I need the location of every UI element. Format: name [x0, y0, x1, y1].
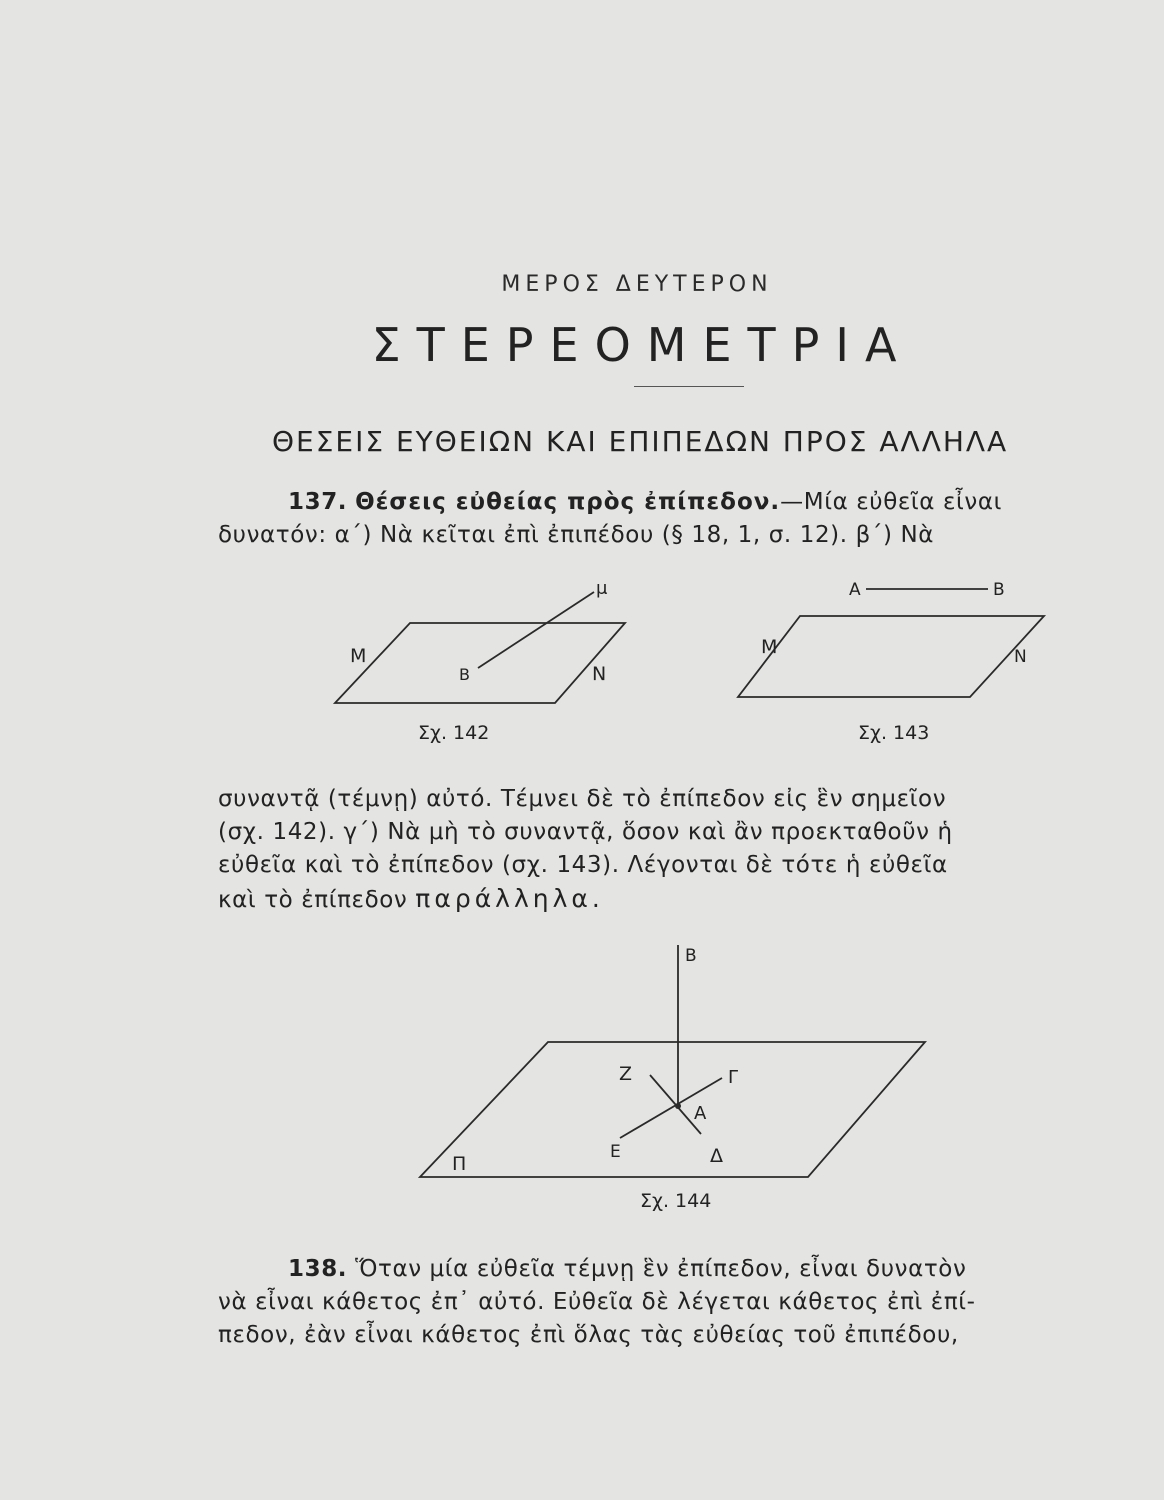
fig144-label-P: Π [452, 1153, 467, 1175]
section-137-line-3: συναντᾷ (τέμνῃ) αὐτό. Τέμνει δὲ τὸ ἐπίπεδον εἰς ἓν σημεῖον [218, 786, 947, 812]
fig144-caption: Σχ. 144 [640, 1190, 712, 1212]
fig143-plane [738, 616, 1044, 697]
fig144-label-A: Α [694, 1103, 707, 1124]
fig142-label-N: Ν [592, 663, 607, 685]
section-138-line-1-rest: Ὅταν μία εὐθεῖα τέμνῃ ἓν ἐπίπεδον, εἶναι δυνατὸν [355, 1256, 967, 1282]
fig143-label-M: Μ [761, 636, 778, 658]
fig144-label-B: Β [685, 946, 697, 966]
fig144-line-EG [620, 1078, 722, 1138]
section-138-line-1 [218, 1253, 1164, 1286]
fig144-plane [420, 1042, 925, 1177]
section-137-line-2: δυνατόν: α΄) Νὰ κεῖται ἐπὶ ἐπιπέδου (§ 18, 1, σ. 12). β΄) Νὰ [218, 522, 935, 548]
fig142-label-B: Β [459, 665, 470, 684]
figure-144 [0, 935, 1164, 1225]
fig144-point-A [675, 1103, 681, 1109]
part-title: ΜΕΡΟΣ ΔΕΥΤΕΡΟΝ [501, 272, 773, 297]
section-137-line-1-rest: —Μία εὐθεῖα εἶναι [780, 489, 1002, 515]
section-138 [218, 1253, 1164, 1352]
section-number: 137. [288, 489, 348, 515]
main-title: ΣΤΕΡΕΟΜΕΤΡΙΑ [371, 318, 913, 372]
title-divider [634, 386, 744, 387]
section-138-line-3: πεδον, ἐὰν εἶναι κάθετος ἐπὶ ὅλας τὰς εὐθείας τοῦ ἐπιπέδου, [218, 1322, 959, 1348]
fig144-label-D: Δ [710, 1145, 723, 1167]
fig143-label-N: Ν [1014, 647, 1027, 667]
term-parallel: παράλληλα. [415, 884, 604, 913]
section-137-line-6-start: καὶ τὸ ἐπίπεδον [218, 887, 416, 913]
fig142-line [478, 592, 594, 668]
fig144-label-G: Γ [728, 1067, 739, 1088]
fig142-caption: Σχ. 142 [418, 722, 490, 744]
section-137-line-4: (σχ. 142). γ΄) Νὰ μὴ τὸ συναντᾷ, ὅσον καὶ ἂν προεκταθοῦν ἡ [218, 819, 953, 845]
figures-142-143 [0, 570, 1164, 760]
chapter-title: ΘΕΣΕΙΣ ΕΥΘΕΙΩΝ ΚΑΙ ΕΠΙΠΕΔΩΝ ΠΡΟΣ ΑΛΛΗΛΑ [272, 425, 1009, 458]
fig143-caption: Σχ. 143 [858, 722, 930, 744]
section-137-intro [218, 486, 1164, 552]
fig142-label-m: μ [596, 578, 608, 599]
section-138-line-2: νὰ εἶναι κάθετος ἐπ᾽ αὐτό. Εὐθεῖα δὲ λέγεται κάθετος ἐπὶ ἐπί- [218, 1289, 976, 1315]
fig142-plane [335, 623, 625, 703]
fig144-label-E: Ε [610, 1142, 621, 1162]
fig143-label-A: Α [849, 580, 861, 600]
fig143-label-B: Β [993, 580, 1005, 600]
section-137-body [218, 783, 1164, 917]
section-heading: Θέσεις εὐθείας πρὸς ἐπίπεδον. [355, 489, 781, 515]
section-138-number: 138. [288, 1256, 348, 1282]
section-137-line-5: εὐθεῖα καὶ τὸ ἐπίπεδον (σχ. 143). Λέγονται δὲ τότε ἡ εὐθεῖα [218, 852, 948, 878]
section-137-line-6 [218, 882, 1164, 917]
fig144-label-Z: Ζ [619, 1063, 633, 1085]
section-137-line-1 [218, 486, 1164, 519]
fig142-label-M: Μ [350, 645, 367, 667]
